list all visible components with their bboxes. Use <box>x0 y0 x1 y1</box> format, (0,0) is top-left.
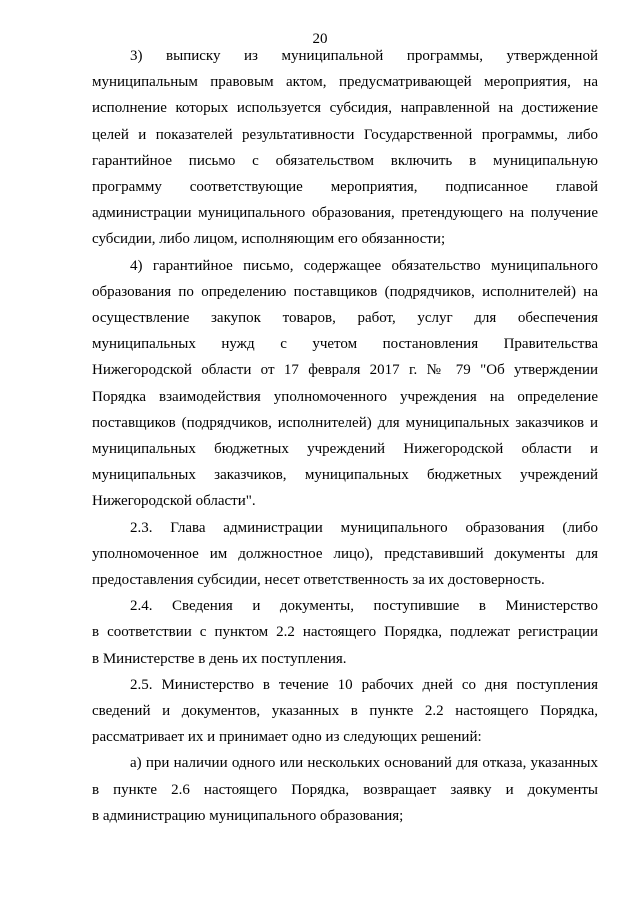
text-line: в пункте 2.6 настоящего Порядка, возвращает заявку и документы <box>92 781 598 798</box>
text-line: администрации муниципального образования, претендующего на получение <box>92 205 598 222</box>
text-line: 3) выписку из муниципальной программы, утвержденной <box>130 48 598 64</box>
text-line: 2.5. Министерство в течение 10 рабочих дней со дня поступления <box>130 676 598 693</box>
text-line: 4) гарантийное письмо, содержащее обязательство муниципального <box>130 257 598 274</box>
paragraph-item-3 <box>92 43 598 253</box>
text-line: Порядка взаимодействия уполномоченного учреждения на определение <box>92 388 598 405</box>
text-line: гарантийное письмо с обязательством включить в муниципальную <box>92 152 598 169</box>
text-line: а) при наличии одного или нескольких оснований для отказа, указанных <box>130 755 598 772</box>
paragraph-item-2-3 <box>92 515 598 594</box>
text-line: Нижегородской области от 17 февраля 2017 г. № 79 "Об утверждении <box>92 362 598 379</box>
text-line: муниципальных нужд с учетом постановления Правительства <box>92 336 598 353</box>
paragraph-item-2-5 <box>92 672 598 751</box>
paragraph-item-2-4 <box>92 593 598 672</box>
text-line: муниципальным правовым актом, предусматривающей мероприятия, на <box>92 74 598 91</box>
text-line: 2.4. Сведения и документы, поступившие в Министерство <box>130 598 598 615</box>
paragraph-item-a <box>92 750 598 829</box>
text-line: муниципальных бюджетных учреждений Нижегородской области и <box>92 441 598 458</box>
text-line: в администрацию муниципального образования; <box>92 807 404 824</box>
text-line: муниципальных заказчиков, муниципальных бюджетных учреждений <box>92 467 598 484</box>
page-number: 20 <box>312 31 328 47</box>
text-line: предоставления субсидии, несет ответственность за их достоверность. <box>92 572 545 589</box>
text-line: программу соответствующие мероприятия, подписанное главой <box>92 179 598 196</box>
text-line: поставщиков (подрядчиков, исполнителей) для муниципальных заказчиков и <box>92 414 598 431</box>
document-body <box>92 43 598 829</box>
text-line: образования по определению поставщиков (подрядчиков, исполнителей) на <box>92 283 598 300</box>
text-line: уполномоченное им должностное лицо), представивший документы для <box>92 545 598 562</box>
text-line: Нижегородской области". <box>92 493 256 510</box>
paragraph-item-4 <box>92 253 598 515</box>
text-line: в соответствии с пунктом 2.2 настоящего Порядка, подлежат регистрации <box>92 624 598 641</box>
text-line: целей и показателей результативности Государственной программы, либо <box>92 126 598 143</box>
text-line: в Министерстве в день их поступления. <box>92 650 347 667</box>
text-line: 2.3. Глава администрации муниципального образования (либо <box>130 519 598 536</box>
text-line: исполнение которых используется субсидия, направленной на достижение <box>92 100 598 117</box>
text-line: субсидии, либо лицом, исполняющим его обязанности; <box>92 231 446 248</box>
text-line: рассматривает их и принимает одно из следующих решений: <box>92 729 482 746</box>
text-line: сведений и документов, указанных в пункте 2.2 настоящего Порядка, <box>92 703 598 720</box>
text-line: осуществление закупок товаров, работ, услуг для обеспечения <box>92 310 598 327</box>
